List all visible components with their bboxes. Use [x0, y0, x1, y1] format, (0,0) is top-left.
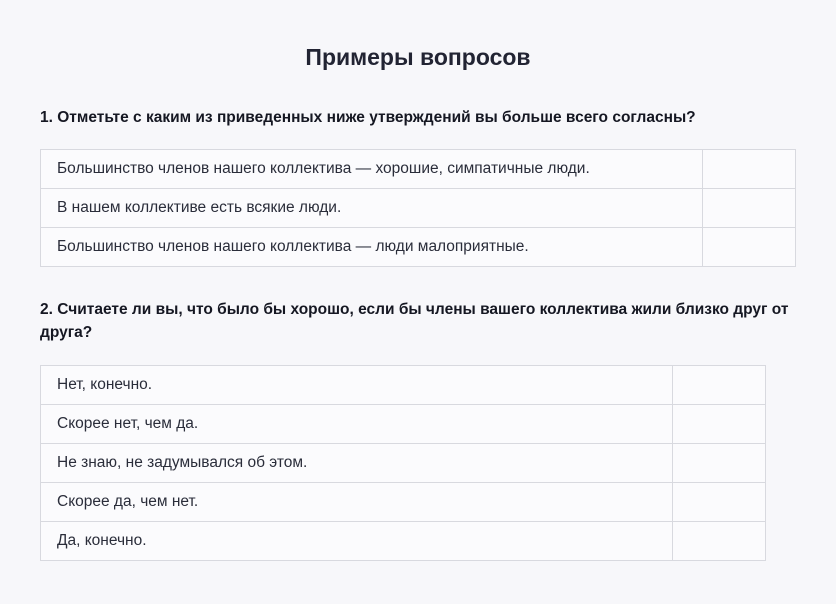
answer-mark-cell[interactable]: [703, 228, 796, 267]
question-1-text: 1. Отметьте с каким из приведенных ниже утверждений вы больше всего согласны?: [40, 109, 696, 126]
question-2-text: 2. Считаете ли вы, что было бы хорошо, если бы члены вашего коллектива жили близко друг от друга?: [40, 301, 789, 341]
answer-mark-cell[interactable]: [703, 189, 796, 228]
answer-mark-cell[interactable]: [673, 405, 766, 444]
table-row: [41, 189, 796, 228]
answer-mark-cell[interactable]: [673, 444, 766, 483]
table-row: [41, 366, 766, 405]
answer-mark-cell[interactable]: [673, 522, 766, 561]
answer-option-label: Да, конечно.: [41, 522, 673, 561]
question-2-answer-table: [40, 365, 766, 561]
answer-mark-cell[interactable]: [673, 483, 766, 522]
answer-option-label: Большинство членов нашего коллектива — хорошие, симпатичные люди.: [41, 150, 703, 189]
question-1-answer-table: [40, 149, 796, 267]
table-row: [41, 483, 766, 522]
table-row: [41, 150, 796, 189]
answer-option-label: Большинство членов нашего коллектива — люди малоприятные.: [41, 228, 703, 267]
page-title: Примеры вопросов: [305, 44, 531, 70]
table-row: [41, 522, 766, 561]
answer-option-label: Нет, конечно.: [41, 366, 673, 405]
answer-mark-cell[interactable]: [703, 150, 796, 189]
answer-option-label: Не знаю, не задумывался об этом.: [41, 444, 673, 483]
table-row: [41, 444, 766, 483]
answer-option-label: Скорее нет, чем да.: [41, 405, 673, 444]
table-row: [41, 405, 766, 444]
answer-option-label: Скорее да, чем нет.: [41, 483, 673, 522]
answer-mark-cell[interactable]: [673, 366, 766, 405]
table-row: [41, 228, 796, 267]
answer-option-label: В нашем коллективе есть всякие люди.: [41, 189, 703, 228]
